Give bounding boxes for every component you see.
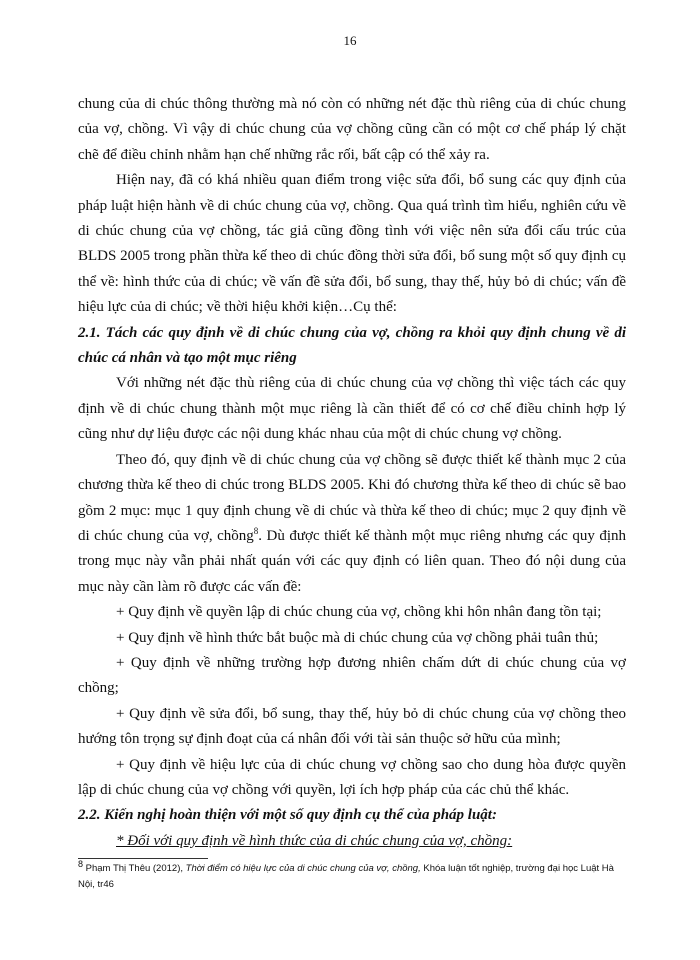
paragraph-continuation: chung của di chúc thông thường mà nó còn có những nét đặc thù riêng của di chúc chung của vợ, chồng. Vì vậy di chúc chung của vợ chồng cũng cần có một cơ chế pháp lý chặt chẽ để điều chỉnh nhằm hạn chế những rắc rối, bất cập có thể xảy ra. <box>78 96 626 163</box>
section-2-1-paragraph-2 <box>78 448 626 600</box>
sub-heading-rest: về hình thức của di chúc chung của vợ, chồng: <box>228 832 513 849</box>
list-item: + Quy định về hình thức bắt buộc mà di chúc chung của vợ chồng phải tuân thủ; <box>116 629 599 646</box>
list-item: + Quy định về sửa đổi, bổ sung, thay thế, hủy bỏ di chúc chung của vợ chồng theo hướng tôn trọng sự định đoạt của cá nhân đối với tài sản thuộc sở hữu của mình; <box>78 705 626 748</box>
paragraph-intro: Hiện nay, đã có khá nhiều quan điểm trong việc sửa đổi, bổ sung các quy định của pháp luật hiện hành về di chúc chung của vợ, chồng. Qua quá trình tìm hiểu, nghiên cứu về di chúc chung của vợ chồng, tác giả cũng đồng tình với việc nên sửa đổi cấu trúc của BLDS 2005 trong phần thừa kế theo di chúc đồng thời sửa đổi, bổ sung một số quy định cụ thể về: hình thức của di chúc; về vấn đề sửa đổi, bổ sung, thay thế, hủy bỏ di chúc; vấn đề hiệu lực của di chúc; về thời hiệu khởi kiện…Cụ thể: <box>78 172 626 316</box>
footnote <box>78 858 626 893</box>
sub-heading-underlined: * Đối với quy định <box>116 832 229 849</box>
footnote-title: Thời điểm có hiệu lực của di chúc chung của vợ, chồng, <box>185 862 421 874</box>
sub-heading-form-of-will <box>78 829 626 854</box>
paragraph-text-after-ref: . Dù được thiết kế thành một mục riêng nhưng các quy định trong mục này vẫn phải nhất quán với các quy định có liên quan. Theo đó nội dung của mục này cần làm rõ được các vấn đề: <box>78 527 626 595</box>
section-2-1-paragraph-1: Với những nét đặc thù riêng của di chúc chung của vợ chồng thì việc tách các quy định về di chúc chung thành một mục riêng là cần thiết để có cơ chế điều chỉnh hợp lý cũng như dự liệu được các nội dung khác nhau của một di chúc chung vợ chồng. <box>78 375 626 443</box>
list-item: + Quy định về hiệu lực của di chúc chung vợ chồng sao cho dung hòa được quyền lập di chúc chung của vợ chồng với quyền, lợi ích hợp pháp của các chủ thể khác. <box>78 756 626 798</box>
footnote-mark: 8 <box>78 858 84 869</box>
footnote-author: Phạm Thị Thêu (2012), <box>83 862 186 874</box>
section-heading-2-2: 2.2. Kiến nghị hoàn thiện với một số quy định cụ thể của pháp luật: <box>78 807 497 824</box>
page-content <box>78 92 626 893</box>
paragraph-text-before-ref: Theo đó, quy định về di chúc chung của vợ chồng sẽ được thiết kế thành mục 2 của chương thừa kế theo di chúc trong BLDS 2005. Khi đó chương thừa kế theo di chúc sẽ bao gồm 2 mục: mục 1 quy định chung về di chúc và thừa kế theo di chúc; mục 2 quy định về di chúc chung của vợ, chồng <box>78 451 626 544</box>
section-heading-2-1: 2.1. Tách các quy định về di chúc chung của vợ, chồng ra khỏi quy định chung về di chúc cá nhân và tạo một mục riêng <box>78 324 626 367</box>
list-item: + Quy định về quyền lập di chúc chung của vợ, chồng khi hôn nhân đang tồn tại; <box>116 604 602 621</box>
page-number: 16 <box>343 33 357 48</box>
footnote-reference[interactable]: 8 <box>253 525 259 536</box>
footnote-rest: Khóa luận tốt nghiệp, trường đại học Luật Hà Nội, tr46 <box>78 862 614 890</box>
footnote-separator <box>78 858 208 859</box>
list-item: + Quy định về những trường hợp đương nhiên chấm dứt di chúc chung của vợ chồng; <box>78 654 626 697</box>
